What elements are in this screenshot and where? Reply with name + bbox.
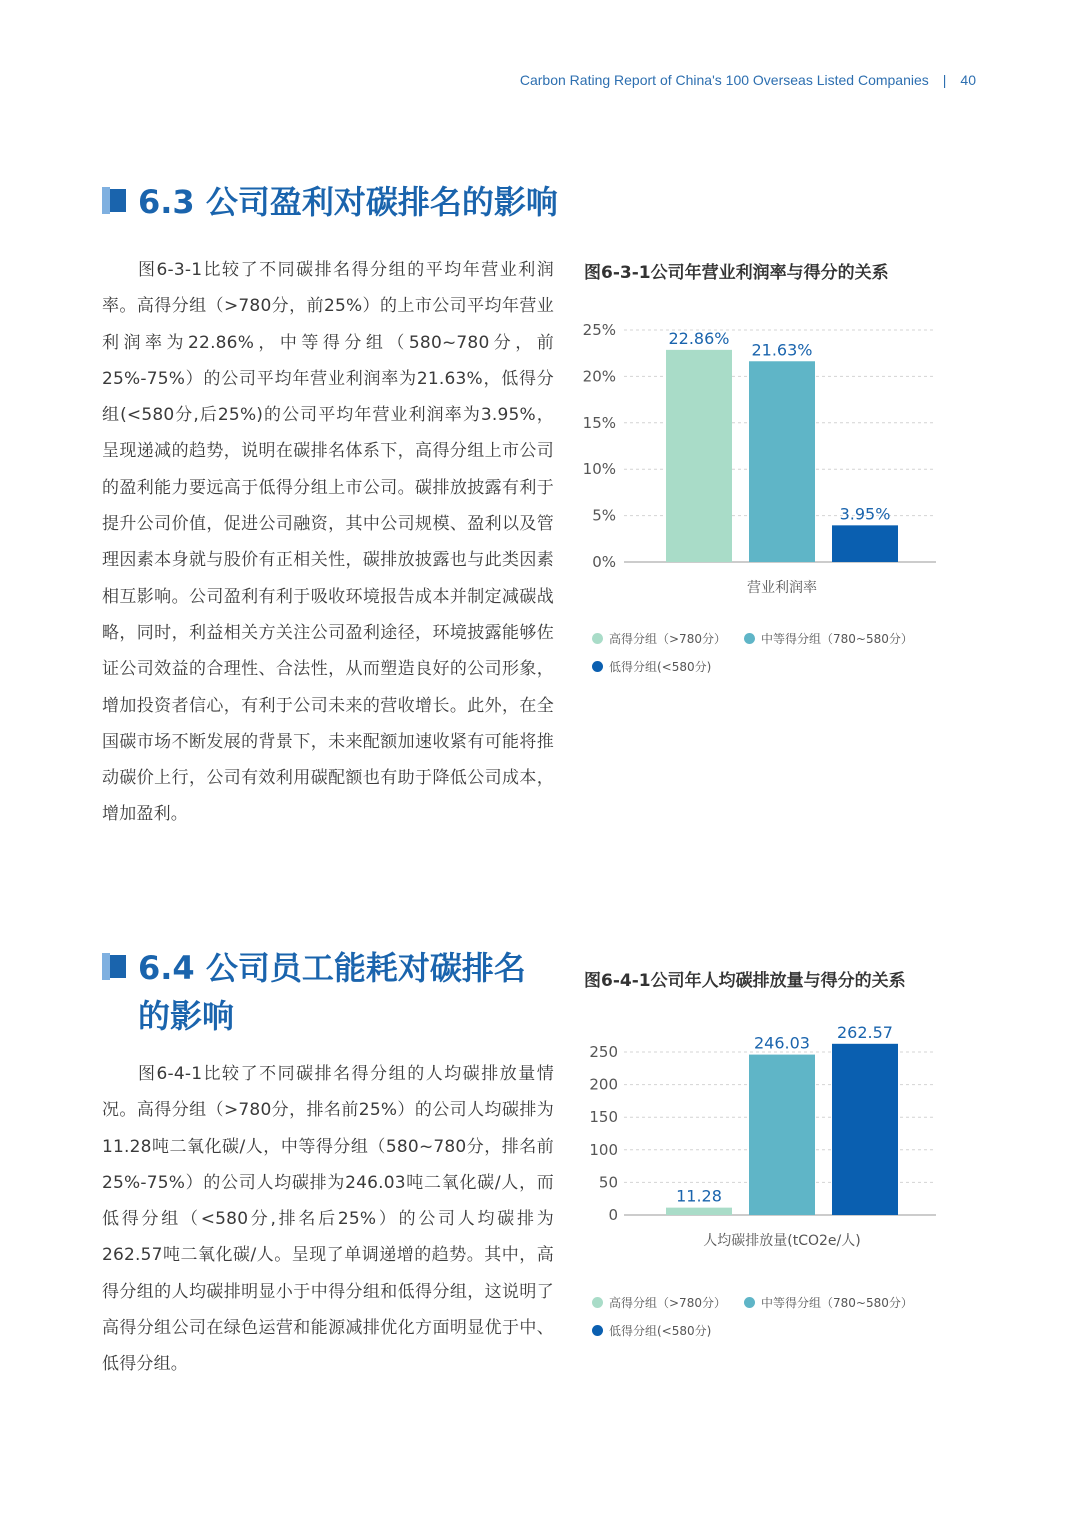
legend-label-high: 高得分组（>780分）	[609, 1296, 726, 1310]
section-title-text: 6.3 公司盈利对碳排名的影响	[138, 183, 558, 221]
bar-low	[832, 1044, 898, 1215]
data-label-high: 22.86%	[668, 328, 730, 348]
legend-label-high: 高得分组（>780分）	[609, 632, 726, 646]
y-tick-label: 0	[608, 1206, 618, 1224]
chart1-title: 图6-3-1公司年营业利润率与得分的关系	[584, 263, 889, 283]
section-marker-icon	[104, 189, 126, 212]
header-separator: |	[942, 72, 947, 88]
legend-dot-mid	[744, 1297, 755, 1308]
data-label-mid: 246.03	[754, 1033, 810, 1053]
section-6-4-paragraph: 图6-4-1比较了不同碳排名得分组的人均碳排放量情况。高得分组（>780分，排名前25%）的公司人均碳排为11.28吨二氧化碳/人，中等得分组（580~780分，排名前25%-75%）的公司人均碳排为246.03吨二氧化碳/人，而低得分组（<580分,排名后25%）的公司人均碳排为262.57吨二氧化碳/人。呈现了单调递增的趋势。其中，高得分组的人均碳排明显小于中得分组和低得分组，这说明了高得分组公司在绿色运营和能源减排优化方面明显优于中、低得分组。	[102, 1064, 554, 1375]
y-tick-label: 25%	[582, 321, 616, 339]
legend-item-high	[592, 630, 726, 647]
y-tick-label: 15%	[582, 413, 616, 432]
report-title: Carbon Rating Report of China's 100 Overseas Listed Companies	[519, 72, 929, 88]
y-tick-label: 5%	[592, 506, 616, 525]
legend-dot-low	[592, 661, 603, 672]
x-axis-label: 人均碳排放量(tCO2e/人)	[703, 1233, 861, 1249]
legend-item-low	[592, 658, 711, 675]
y-tick-label: 200	[589, 1075, 618, 1094]
data-label-mid: 21.63%	[751, 340, 813, 360]
y-tick-label: 50	[598, 1173, 618, 1192]
chart-per-capita-emission	[574, 1010, 954, 1260]
x-axis-label: 营业利润率	[747, 580, 817, 596]
bar-low	[832, 525, 898, 562]
legend-label-mid: 中等得分组（780~580分）	[761, 632, 913, 646]
chart2-title: 图6-4-1公司年人均碳排放量与得分的关系	[584, 971, 906, 991]
section-title-6-4	[104, 944, 526, 1040]
legend-dot-high	[592, 1297, 603, 1308]
chart1-legend	[592, 630, 972, 690]
bar-mid	[749, 361, 815, 562]
section-6-3-paragraph: 图6-3-1比较了不同碳排名得分组的平均年营业利润率。高得分组（>780分，前25%）的上市公司平均年营业利润率为22.86%，中等得分组（580~780分，前25%-75%）的公司平均年营业利润率为21.63%，低得分组(<580分,后25%)的公司平均年营业利润率为3.95%，呈现递减的趋势，说明在碳排名体系下，高得分组上市公司的盈利能力要远高于低得分组上市公司。碳排放披露有利于提升公司价值，促进公司融资，其中公司规模、盈利以及管理因素本身就与股价有正相关性，碳排放披露也与此类因素相互影响。公司盈利有利于吸收环境报告成本并制定减碳战略，同时，利益相关方关注公司盈利途径，环境披露能够佐证公司效益的合理性、合法性，从而塑造良好的公司形象，增加投资者信心，有利于公司未来的营收增长。此外，在全国碳市场不断发展的背景下，未来配额加速收紧有可能将推动碳价上行，公司有效利用碳配额也有助于降低公司成本，增加盈利。	[102, 260, 554, 825]
y-tick-label: 150	[589, 1108, 618, 1127]
legend-label-low: 低得分组(<580分)	[609, 1324, 712, 1338]
legend-label-mid: 中等得分组（780~580分）	[761, 1296, 913, 1310]
legend-dot-mid	[744, 633, 755, 644]
y-tick-label: 20%	[582, 367, 616, 386]
chart-operating-margin	[574, 300, 954, 610]
bar-high	[666, 1208, 732, 1215]
legend-item-mid	[744, 1294, 913, 1311]
y-tick-label: 100	[589, 1140, 618, 1159]
section-title-6-3	[104, 178, 558, 226]
section-title-line1: 6.4 公司员工能耗对碳排名	[138, 949, 526, 987]
legend-item-mid	[744, 630, 913, 647]
page-header	[520, 70, 976, 90]
y-tick-label: 10%	[582, 460, 616, 479]
data-label-high: 11.28	[676, 1186, 722, 1206]
y-tick-label: 0%	[592, 553, 616, 571]
bar-high	[666, 350, 732, 562]
bar-mid	[749, 1055, 815, 1215]
legend-item-low	[592, 1322, 711, 1339]
data-label-low: 3.95%	[839, 504, 891, 524]
legend-dot-low	[592, 1325, 603, 1336]
legend-dot-high	[592, 633, 603, 644]
page-number: 40	[960, 72, 976, 88]
chart2-legend	[592, 1294, 972, 1354]
data-label-low: 262.57	[837, 1022, 893, 1042]
legend-item-high	[592, 1294, 726, 1311]
legend-label-low: 低得分组(<580分)	[609, 660, 712, 674]
y-tick-label: 250	[589, 1043, 618, 1061]
section-marker-icon	[104, 955, 126, 978]
section-title-line2: 的影响	[138, 997, 235, 1035]
